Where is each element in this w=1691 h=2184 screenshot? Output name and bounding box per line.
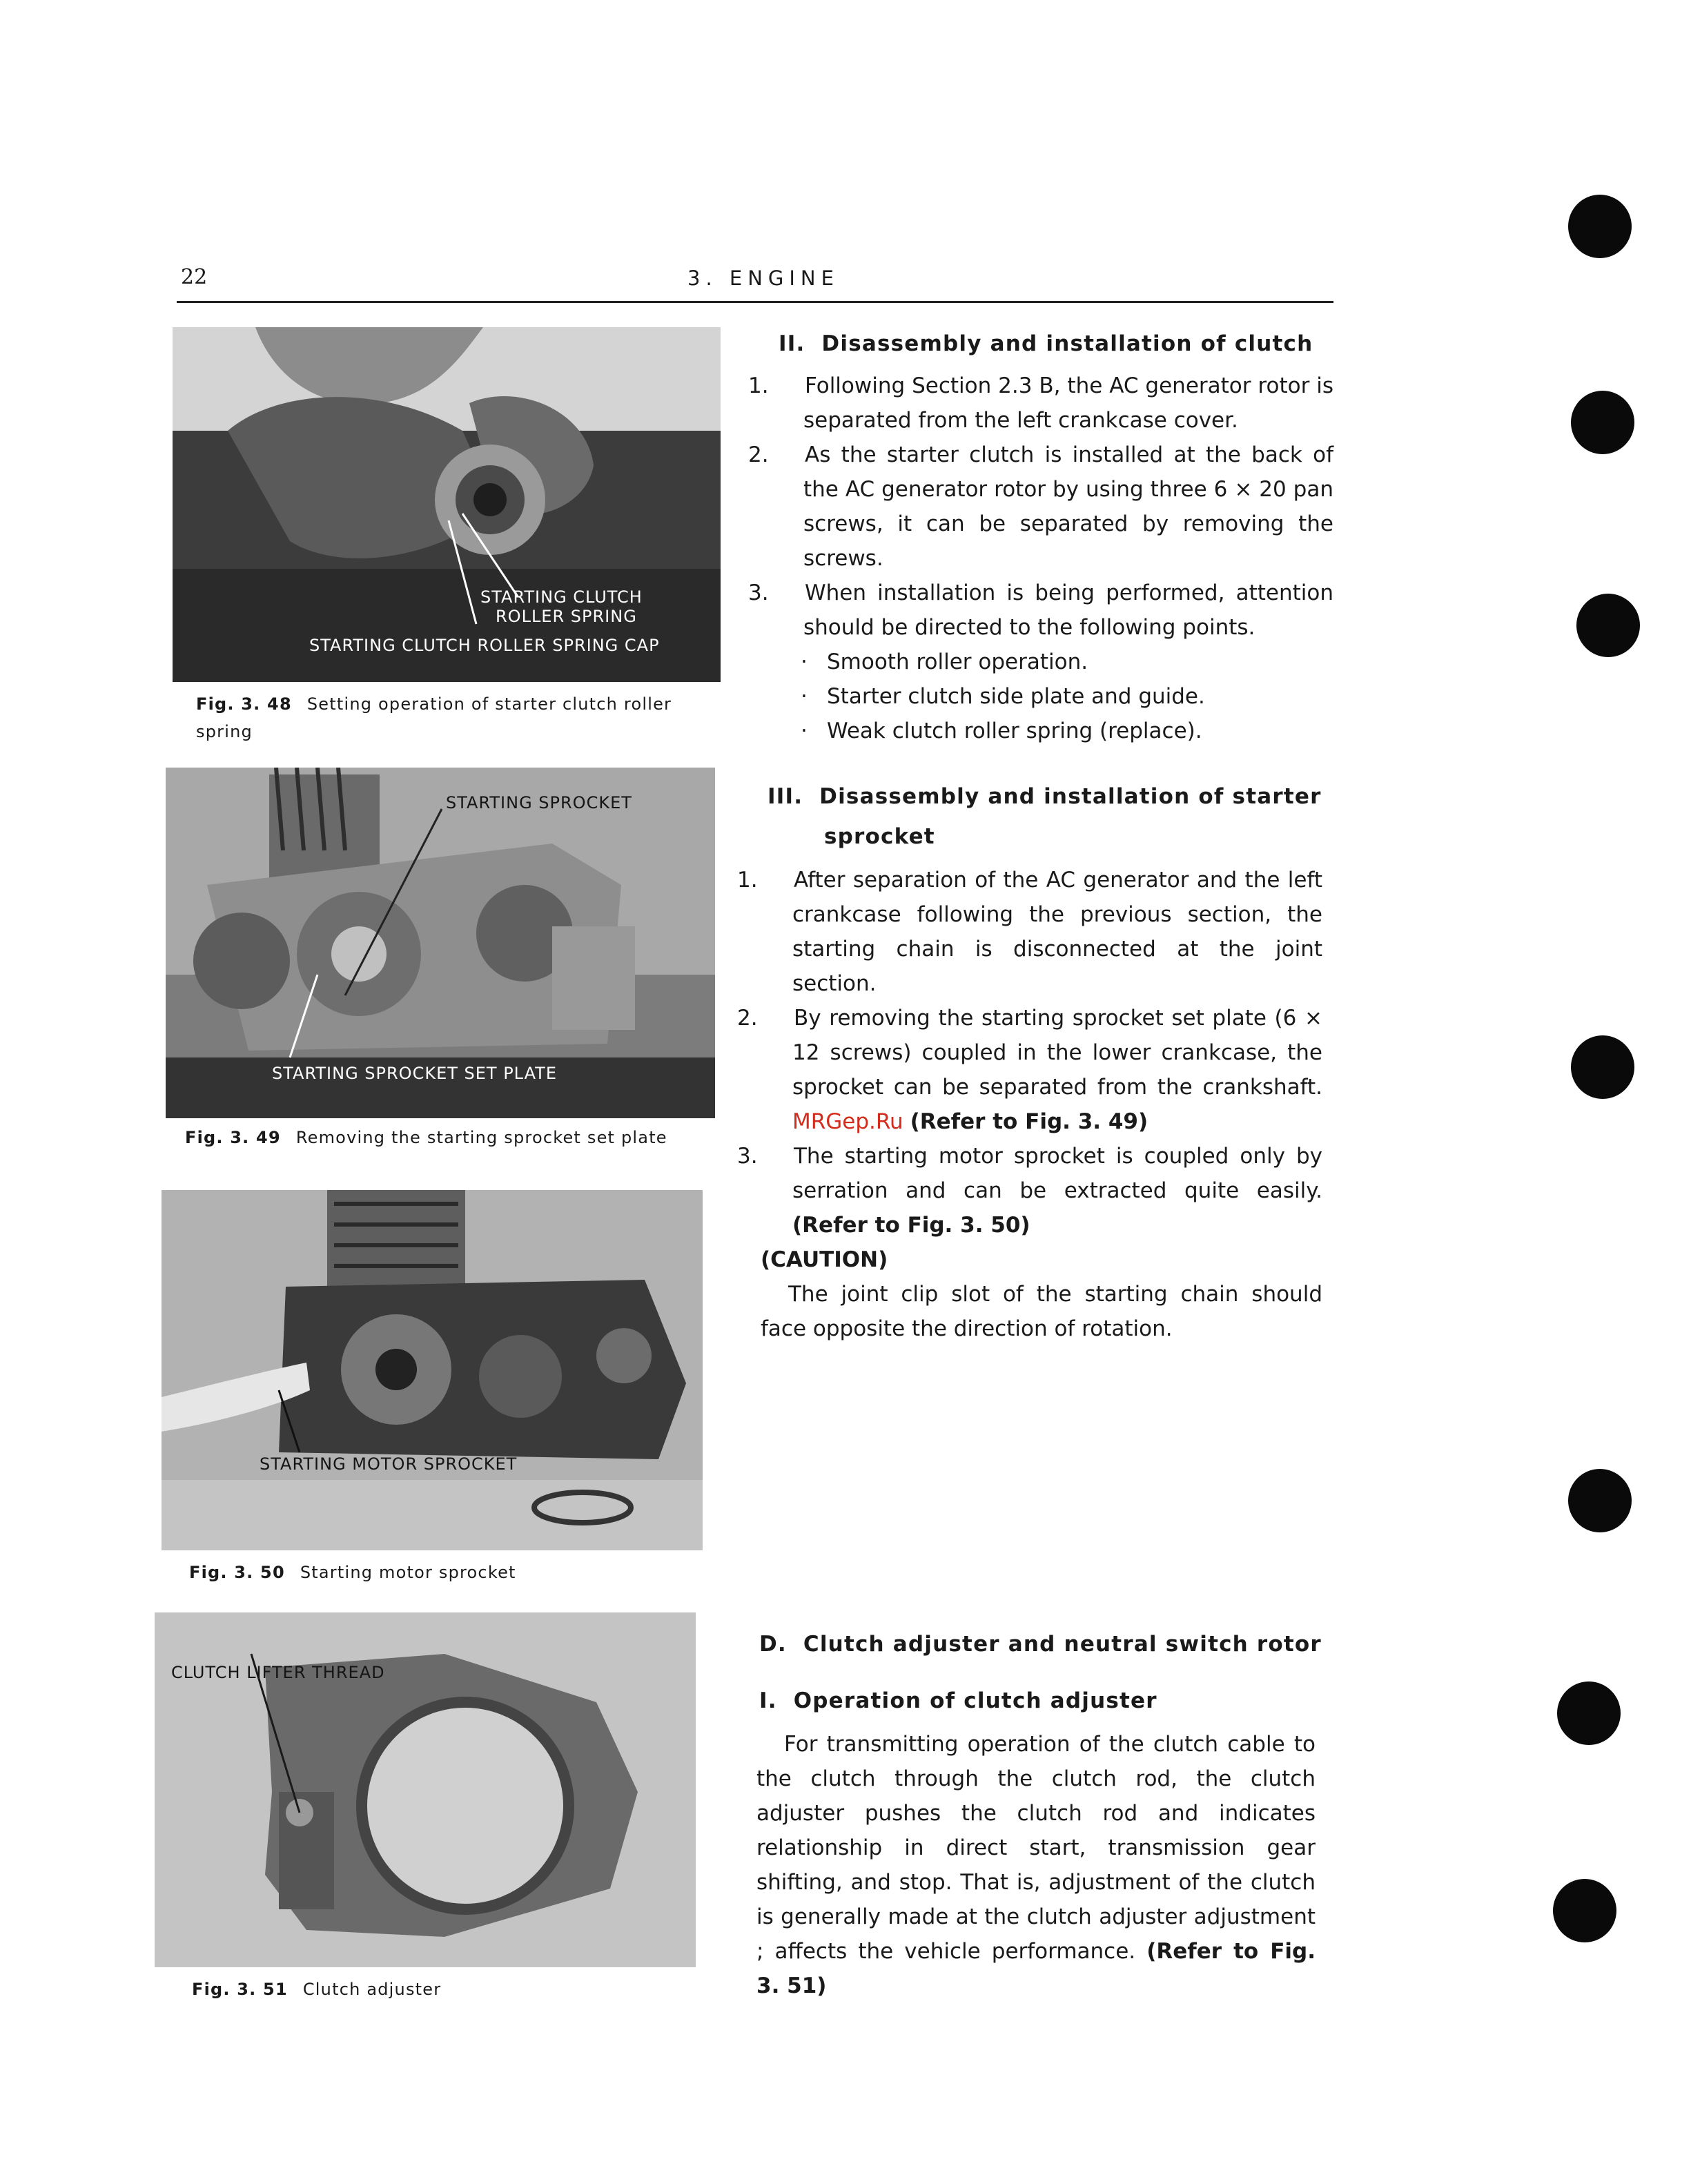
label-starting-sprocket: STARTING SPROCKET (446, 793, 632, 812)
item-number: 2. (737, 1006, 758, 1031)
item-text: After separation of the AC generator and the left crankcase following the previous section, the starting chain is disconnected at the joint section. (792, 868, 1322, 996)
section-d-subheading: I. Operation of clutch adjuster (759, 1688, 1157, 1713)
section-iii-body (737, 863, 1322, 1346)
figure-number: Fig. 3. 51 (192, 1980, 288, 1999)
punch-hole (1571, 391, 1634, 454)
figure-reference: (Refer to Fig. 3. 50) (792, 1213, 1030, 1238)
label-starting-clutch: STARTING CLUTCH (480, 587, 643, 607)
figure-caption-text: Clutch adjuster (302, 1980, 442, 1999)
item-text: Following Section 2.3 B, the AC generator rotor is separated from the left crankcase cover. (803, 373, 1333, 433)
figure-reference: (Refer to Fig. 3. 49) (910, 1109, 1148, 1134)
figure-3-51-photo (155, 1612, 696, 1967)
header-rule (177, 301, 1333, 303)
section-ii-heading: II. Disassembly and installation of clutch (779, 331, 1313, 356)
punch-hole (1571, 1035, 1634, 1099)
item-text: The starting motor sprocket is coupled only by serration and can be extracted quite easily. (792, 1144, 1322, 1203)
list-item (737, 863, 1322, 1001)
figure-number: Fig. 3. 49 (185, 1128, 281, 1147)
bullet-text: Starter clutch side plate and guide. (827, 684, 1205, 709)
figure-3-49-caption (185, 1128, 667, 1147)
bullet-text: Weak clutch roller spring (replace). (827, 719, 1202, 743)
item-number: 3. (748, 581, 769, 605)
label-clutch-lifter-thread: CLUTCH LIFTER THREAD (171, 1663, 385, 1682)
figure-number: Fig. 3. 50 (189, 1563, 285, 1582)
bullet-item (776, 679, 1333, 714)
figure-3-49-photo (166, 768, 715, 1118)
item-number: 1. (737, 868, 758, 893)
bullet-icon: · (801, 719, 808, 743)
caution-title: (CAUTION) (761, 1247, 888, 1272)
bullet-item (776, 645, 1333, 679)
section-ii-body (748, 369, 1333, 748)
figure-3-48-photo (173, 327, 721, 682)
punch-hole (1576, 594, 1640, 657)
section-iii-heading: III. Disassembly and installation of starter (768, 784, 1322, 809)
bullet-icon: · (801, 684, 808, 709)
figure-caption-text: Removing the starting sprocket set plate (295, 1128, 667, 1147)
list-item (737, 1001, 1322, 1139)
figure-3-50-caption (189, 1563, 516, 1582)
list-item (748, 369, 1333, 438)
item-text: By removing the starting sprocket set plate (6 × 12 screws) coupled in the lower crankcase, the sprocket can be separated from the crankshaft. (792, 1006, 1322, 1100)
watermark: MRGep.Ru (792, 1109, 903, 1134)
label-starting-sprocket-set-plate: STARTING SPROCKET SET PLATE (272, 1064, 557, 1083)
label-starting-motor-sprocket: STARTING MOTOR SPROCKET (260, 1454, 518, 1474)
bullet-text: Smooth roller operation. (827, 650, 1088, 674)
list-item (748, 576, 1333, 645)
bullet-item (776, 714, 1333, 748)
section-d-text (756, 1727, 1316, 2003)
figure-reference: (Refer to Fig. 3. 51) (756, 1939, 1316, 1998)
section-d-heading: D. Clutch adjuster and neutral switch rotor (759, 1632, 1322, 1657)
bullet-icon: · (801, 650, 808, 674)
list-item (748, 438, 1333, 576)
label-roller-spring-cap: STARTING CLUTCH ROLLER SPRING CAP (309, 636, 660, 655)
label-roller-spring: ROLLER SPRING (496, 607, 637, 626)
item-number: 3. (737, 1144, 758, 1169)
figure-3-51-caption (192, 1980, 441, 1999)
figure-3-50-photo (162, 1190, 703, 1550)
item-text: As the starter clutch is installed at the back of the AC generator rotor by using three 6 × 20 pan screws, it can be separated by removing the screws. (803, 442, 1333, 571)
item-number: 1. (748, 373, 769, 398)
figure-caption-text: Setting operation of starter clutch roller spring (196, 694, 672, 741)
item-text: When installation is being performed, attention should be directed to the following points. (803, 581, 1333, 640)
punch-hole (1568, 195, 1632, 258)
paragraph-text: For transmitting operation of the clutch cable to the clutch through the clutch rod, the clutch adjuster pushes the clutch rod and indicates relationship in direct start, transmission gear shifting, and stop. That is, adjustment of the clutch is generally made at the clutch adjuster adjustment ; affects the vehicle performance. (756, 1732, 1316, 1964)
item-number: 2. (748, 442, 769, 467)
punch-hole (1568, 1469, 1632, 1532)
caution-text: The joint clip slot of the starting chain should face opposite the direction of rotation. (761, 1282, 1322, 1341)
page-number: 22 (181, 265, 208, 289)
figure-caption-text: Starting motor sprocket (300, 1563, 516, 1582)
figure-number: Fig. 3. 48 (196, 694, 292, 714)
chapter-title: 3. ENGINE (687, 266, 839, 290)
section-iii-heading-continued: sprocket (824, 824, 935, 849)
figure-3-48-caption (196, 690, 707, 745)
list-item (737, 1139, 1322, 1242)
punch-hole (1557, 1681, 1621, 1745)
punch-hole (1553, 1879, 1616, 1942)
